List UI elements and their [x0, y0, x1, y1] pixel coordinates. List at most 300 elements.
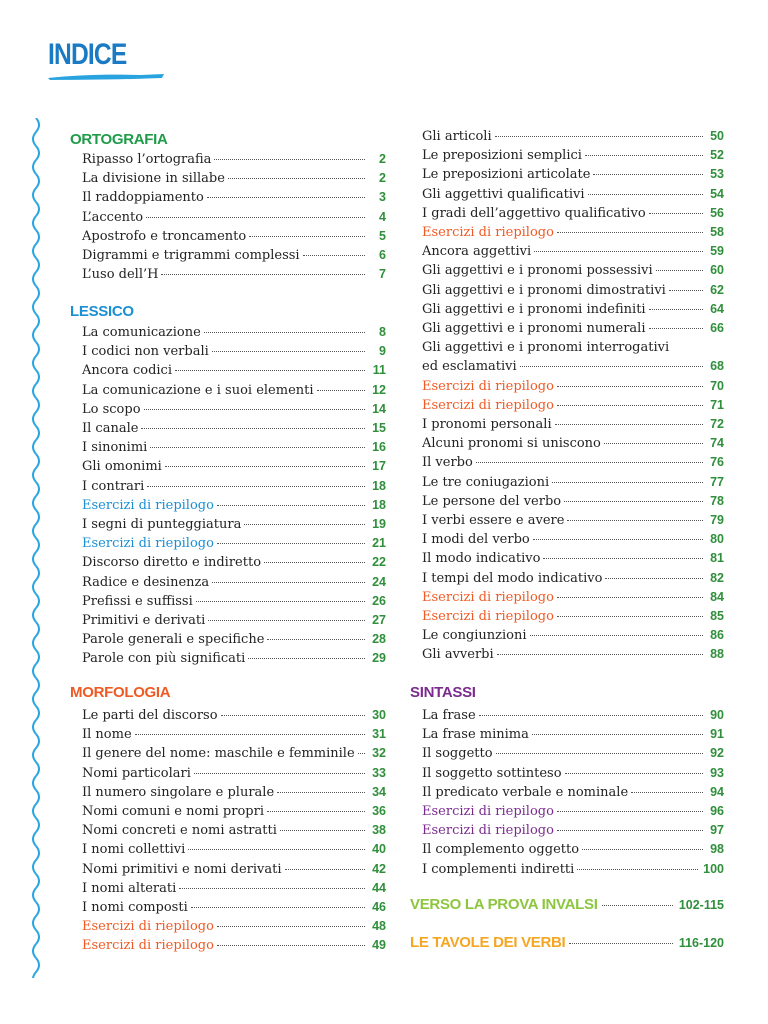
leader-dots	[208, 620, 365, 621]
entry-page-number: 16	[372, 440, 386, 455]
leader-dots	[631, 792, 703, 793]
entry-title: Parole generali e specifiche	[82, 632, 265, 648]
leader-dots	[557, 811, 703, 812]
entry-page-number: 26	[372, 593, 386, 608]
leader-dots	[204, 332, 365, 333]
entry-page-number: 60	[710, 263, 724, 278]
entry-page-number: 21	[372, 536, 386, 551]
entry-title: Ripasso l’ortografia	[82, 152, 212, 167]
entry-page-number: 11	[372, 363, 386, 378]
toc-entry[interactable]	[82, 725, 386, 744]
entry-page-number: 14	[372, 401, 386, 416]
tavole-title: LE TAVOLE DEI VERBI	[410, 934, 566, 951]
toc-entry[interactable]	[82, 169, 386, 188]
entry-title: Gli aggettivi e i pronomi interrogativi	[422, 340, 670, 356]
entry-title: I sinonimi	[82, 440, 148, 456]
entry-title: Il numero singolare e plurale	[82, 784, 275, 800]
entry-page-number: 12	[372, 382, 386, 397]
leader-dots	[214, 159, 365, 160]
entry-page-number: 79	[710, 513, 724, 527]
leader-dots	[217, 543, 365, 544]
leader-dots	[476, 462, 703, 463]
toc-entry[interactable]	[82, 630, 386, 649]
toc-entry[interactable]	[422, 146, 724, 165]
toc-entry[interactable]	[422, 764, 724, 783]
entry-title: I verbi essere e avere	[422, 513, 565, 528]
toc-entry[interactable]	[422, 549, 724, 568]
leader-dots	[532, 734, 703, 735]
entry-page-number: 94	[710, 784, 724, 799]
entry-page-number: 9	[379, 344, 386, 359]
leader-dots	[188, 849, 365, 850]
toc-entry[interactable]	[82, 553, 386, 572]
entry-page-number: 18	[372, 497, 386, 512]
leader-dots	[179, 888, 365, 889]
leader-dots	[557, 616, 703, 617]
toc-entry[interactable]	[422, 511, 724, 530]
entry-page-number: 24	[372, 574, 386, 589]
toc-entry[interactable]	[422, 840, 724, 859]
leader-dots	[557, 830, 703, 831]
entry-page-number: 90	[710, 708, 724, 722]
section-title-sintassi: SINTASSI	[410, 684, 476, 701]
leader-dots	[588, 194, 703, 195]
toc-entry[interactable]	[82, 783, 386, 802]
entry-page-number: 18	[372, 478, 386, 493]
entry-title: Esercizi di riepilogo	[422, 804, 554, 819]
entry-title: Esercizi di riepilogo	[82, 938, 214, 954]
entry-title: La frase	[422, 708, 476, 723]
entry-title: Gli omonimi	[82, 459, 162, 475]
toc-entry[interactable]	[82, 515, 386, 534]
entry-page-number: 78	[710, 493, 724, 508]
entry-title: I pronomi personali	[422, 417, 552, 432]
entry-page-number: 84	[710, 589, 724, 604]
entry-title: L’uso dell’H	[82, 267, 159, 283]
entry-title: Radice e desinenza	[82, 574, 210, 590]
leader-dots	[277, 792, 365, 793]
toc-entry[interactable]	[82, 706, 386, 725]
title-underline	[46, 72, 166, 82]
entry-title: Le parti del discorso	[82, 708, 218, 723]
entry-page-number: 62	[710, 282, 724, 297]
entry-title: Discorso diretto e indiretto	[82, 555, 262, 571]
entry-title: Il soggetto	[422, 746, 493, 762]
leader-dots	[150, 447, 365, 448]
toc-entry[interactable]	[82, 227, 386, 246]
toc-entry[interactable]	[422, 821, 724, 840]
leader-dots	[557, 405, 703, 406]
toc-entry[interactable]	[82, 534, 386, 553]
entry-page-number: 30	[372, 708, 386, 722]
entry-page-number: 46	[372, 900, 386, 914]
entry-title: Il complemento oggetto	[422, 842, 580, 858]
toc-entry[interactable]	[82, 323, 386, 342]
entry-title: Esercizi di riepilogo	[82, 536, 214, 552]
leader-dots	[557, 232, 703, 233]
entry-page-number: 4	[379, 209, 386, 224]
entry-page-number: 58	[710, 225, 724, 239]
entry-page-number: 44	[372, 880, 386, 895]
entry-title: La comunicazione	[82, 325, 201, 340]
toc-entry[interactable]	[422, 530, 724, 549]
leader-dots	[567, 520, 703, 521]
entry-page-number: 17	[372, 459, 386, 474]
leader-dots	[175, 370, 365, 371]
toc-entry[interactable]	[422, 473, 724, 492]
leader-dots	[569, 943, 672, 944]
leader-dots	[135, 734, 365, 735]
leader-dots	[217, 926, 365, 927]
toc-entry[interactable]	[422, 492, 724, 511]
entry-page-number: 80	[710, 532, 724, 547]
invalsi-title: VERSO LA PROVA INVALSI	[410, 896, 598, 913]
entry-title: Gli aggettivi qualificativi	[422, 186, 585, 202]
leader-dots	[669, 290, 703, 291]
toc-entry[interactable]	[82, 611, 386, 630]
entry-page-number: 8	[379, 325, 386, 339]
leader-dots	[557, 386, 703, 387]
invalsi-entry[interactable]	[410, 896, 724, 918]
toc-entry[interactable]	[82, 802, 386, 821]
leader-dots	[656, 270, 703, 271]
toc-entry[interactable]	[82, 898, 386, 917]
leader-dots	[565, 773, 703, 774]
leader-dots	[534, 251, 703, 252]
entry-title: La comunicazione e i suoi elementi	[82, 382, 314, 398]
leader-dots	[212, 582, 365, 583]
entry-title: La divisione in sillabe	[82, 171, 225, 187]
entry-title: Il verbo	[422, 455, 473, 471]
invalsi-page: 102-115	[678, 898, 724, 912]
leader-dots	[358, 753, 365, 754]
toc-entry[interactable]	[82, 821, 386, 840]
entry-title: Lo scopo	[82, 401, 141, 417]
entry-title: I gradi dell’aggettivo qualificativo	[422, 205, 646, 221]
entry-page-number: 92	[710, 746, 724, 761]
toc-entry[interactable]	[422, 319, 724, 338]
entry-title: Gli aggettivi e i pronomi dimostrativi	[422, 282, 666, 298]
leader-dots	[557, 597, 703, 598]
toc-entry[interactable]	[82, 419, 386, 438]
leader-dots	[248, 658, 365, 659]
leader-dots	[497, 654, 703, 655]
leader-dots	[605, 578, 703, 579]
entry-page-number: 5	[379, 228, 386, 243]
toc-entry[interactable]	[422, 725, 724, 744]
toc-entry[interactable]	[422, 626, 724, 645]
entry-page-number: 38	[372, 823, 386, 838]
tavole-entry[interactable]	[410, 934, 724, 956]
leader-dots	[191, 907, 365, 908]
entry-title: Primitivi e derivati	[82, 613, 206, 628]
entry-title: La frase minima	[422, 727, 529, 743]
entry-page-number: 15	[372, 421, 386, 435]
entry-title: Esercizi di riepilogo	[82, 497, 214, 513]
leader-dots	[217, 945, 365, 946]
entry-page-number: 56	[710, 205, 724, 220]
page-title: INDICE	[48, 38, 127, 71]
entry-title: Il predicato verbale e nominale	[422, 784, 629, 800]
entry-page-number: 70	[710, 378, 724, 393]
toc-entry[interactable]	[82, 879, 386, 898]
leader-dots	[585, 155, 703, 156]
toc-entry[interactable]	[422, 223, 724, 242]
entry-title: Le preposizioni articolate	[422, 167, 591, 183]
leader-dots	[264, 562, 365, 563]
entry-page-number: 52	[710, 148, 724, 163]
leader-dots	[161, 274, 365, 275]
toc-entry[interactable]	[82, 265, 386, 284]
entry-title: Gli avverbi	[422, 647, 494, 663]
entry-title: Alcuni pronomi si uniscono	[422, 436, 601, 452]
leader-dots	[649, 309, 703, 310]
toc-entry[interactable]	[422, 242, 724, 261]
entry-title: I tempi del modo indicativo	[422, 570, 603, 586]
toc-entry[interactable]	[422, 165, 724, 184]
leader-dots	[207, 197, 365, 198]
leader-dots	[267, 811, 365, 812]
entry-page-number: 77	[710, 474, 724, 489]
entry-page-number: 2	[379, 152, 386, 166]
leader-dots	[530, 635, 703, 636]
toc-entry[interactable]	[422, 706, 724, 725]
leader-dots	[303, 255, 365, 256]
toc-entry[interactable]	[82, 477, 386, 496]
entry-title: Nomi concreti e nomi astratti	[82, 823, 277, 839]
entry-title: Il raddoppiamento	[82, 190, 204, 206]
toc-entry[interactable]	[422, 377, 724, 396]
toc-entry[interactable]	[422, 453, 724, 472]
entry-title: L’accento	[82, 209, 144, 225]
entry-page-number: 42	[372, 861, 386, 876]
toc-entry[interactable]	[422, 860, 724, 879]
toc-entry[interactable]	[422, 204, 724, 223]
leader-dots	[221, 715, 365, 716]
section-title-lessico: LESSICO	[70, 303, 134, 320]
leader-dots	[649, 328, 703, 329]
entry-page-number: 72	[710, 417, 724, 431]
toc-entry[interactable]	[422, 434, 724, 453]
entry-page-number: 33	[372, 765, 386, 780]
entry-title: Le congiunzioni	[422, 628, 527, 644]
entry-page-number: 76	[710, 455, 724, 470]
toc-entry[interactable]	[82, 188, 386, 207]
entry-title: I codici non verbali	[82, 344, 209, 360]
entry-title: Il soggetto sottinteso	[422, 765, 562, 781]
entry-page-number: 36	[372, 804, 386, 818]
leader-dots	[249, 236, 365, 237]
entry-title: I modi del verbo	[422, 532, 530, 548]
toc-entry[interactable]	[82, 592, 386, 611]
toc-entry[interactable]	[422, 645, 724, 664]
leader-dots	[146, 217, 365, 218]
toc-entry[interactable]	[422, 281, 724, 300]
entry-title: Le tre coniugazioni	[422, 474, 550, 490]
entry-title: I nomi alterati	[82, 880, 177, 896]
toc-entry[interactable]	[82, 361, 386, 380]
entry-page-number: 28	[372, 632, 386, 647]
toc-entry[interactable]	[82, 840, 386, 859]
toc-entry[interactable]	[422, 607, 724, 626]
entry-page-number: 68	[710, 359, 724, 374]
toc-entry[interactable]	[422, 783, 724, 802]
toc-entry[interactable]	[82, 342, 386, 361]
toc-entry[interactable]	[422, 300, 724, 319]
entry-title: Esercizi di riepilogo	[82, 919, 214, 935]
toc-entry[interactable]	[422, 127, 724, 146]
entry-page-number: 48	[372, 919, 386, 934]
entry-title: Le persone del verbo	[422, 493, 562, 509]
toc-entry[interactable]	[82, 649, 386, 668]
toc-entry[interactable]	[82, 573, 386, 592]
leader-dots	[147, 486, 365, 487]
tavole-page: 116-120	[678, 936, 724, 950]
toc-entry[interactable]	[82, 936, 386, 955]
leader-dots	[141, 428, 365, 429]
leader-dots	[533, 539, 703, 540]
entry-page-number: 49	[372, 938, 386, 953]
toc-entry[interactable]	[82, 400, 386, 419]
entry-title: Il canale	[82, 421, 139, 436]
entry-title: Esercizi di riepilogo	[422, 378, 554, 394]
decorative-squiggle-border	[28, 118, 44, 978]
toc-entry[interactable]	[82, 496, 386, 515]
entry-page-number: 96	[710, 804, 724, 818]
section-title-morfologia: MORFOLOGIA	[70, 684, 171, 701]
entry-title: I nomi collettivi	[82, 842, 186, 858]
toc-entry[interactable]	[82, 744, 386, 763]
toc-entry[interactable]	[422, 396, 724, 415]
entry-page-number: 74	[710, 436, 724, 451]
toc-entry[interactable]	[82, 381, 386, 400]
entry-title: ed esclamativi	[422, 359, 517, 375]
entry-page-number: 91	[710, 727, 724, 742]
entry-title: Gli articoli	[422, 129, 492, 144]
entry-page-number: 88	[710, 647, 724, 662]
leader-dots	[228, 178, 365, 179]
leader-dots	[280, 830, 365, 831]
entry-page-number: 6	[379, 248, 386, 262]
leader-dots	[267, 639, 365, 640]
toc-entry[interactable]	[422, 588, 724, 607]
toc-entry[interactable]	[82, 246, 386, 265]
toc-entry[interactable]	[422, 185, 724, 204]
toc-entry[interactable]	[422, 802, 724, 821]
entry-title: Le preposizioni semplici	[422, 148, 582, 164]
leader-dots	[244, 524, 365, 525]
entry-title: Il modo indicativo	[422, 551, 541, 567]
entry-page-number: 53	[710, 167, 724, 182]
entry-title: Ancora aggettivi	[422, 244, 532, 260]
entry-page-number: 71	[710, 397, 724, 412]
leader-dots	[196, 601, 365, 602]
entry-page-number: 85	[710, 609, 724, 623]
entry-title: Esercizi di riepilogo	[422, 823, 554, 839]
leader-dots	[479, 715, 703, 716]
entry-title: Nomi comuni e nomi propri	[82, 804, 264, 819]
entry-title: I complementi indiretti	[422, 861, 575, 877]
entry-page-number: 3	[379, 190, 386, 205]
entry-page-number: 31	[372, 727, 386, 742]
toc-entry[interactable]	[422, 569, 724, 588]
entry-page-number: 19	[372, 517, 386, 531]
leader-dots	[212, 351, 365, 352]
entry-page-number: 32	[372, 746, 386, 761]
entry-page-number: 40	[372, 842, 386, 857]
entry-page-number: 64	[710, 301, 724, 316]
toc-entry[interactable]	[82, 150, 386, 169]
entry-page-number: 98	[710, 842, 724, 857]
entry-title: Il genere del nome: maschile e femminile	[82, 746, 355, 762]
leader-dots	[602, 905, 673, 906]
entry-title: Prefissi e suffissi	[82, 593, 193, 609]
leader-dots	[555, 424, 703, 425]
entry-page-number: 7	[379, 267, 386, 282]
toc-entry[interactable]	[82, 860, 386, 879]
leader-dots	[496, 753, 703, 754]
toc-entry[interactable]	[82, 438, 386, 457]
leader-dots	[649, 213, 703, 214]
entry-page-number: 100	[703, 861, 724, 876]
entry-page-number: 27	[372, 613, 386, 627]
entry-title: Digrammi e trigrammi complessi	[82, 248, 300, 263]
leader-dots	[582, 849, 703, 850]
entry-title: Apostrofo e troncamento	[82, 228, 247, 244]
leader-dots	[144, 409, 365, 410]
entry-title: Nomi particolari	[82, 765, 191, 781]
entry-title: Gli aggettivi e i pronomi possessivi	[422, 263, 653, 279]
toc-entry[interactable]	[422, 338, 724, 376]
leader-dots	[593, 174, 703, 175]
toc-entry[interactable]	[422, 415, 724, 434]
entry-title: Esercizi di riepilogo	[422, 609, 554, 624]
toc-entry[interactable]	[82, 917, 386, 936]
entry-page-number: 97	[710, 823, 724, 838]
entry-page-number: 81	[710, 551, 724, 566]
entry-page-number: 22	[372, 555, 386, 570]
entry-title: Parole con più significati	[82, 651, 246, 667]
entry-title: Ancora codici	[82, 363, 172, 379]
entry-page-number: 29	[372, 651, 386, 666]
toc-entry[interactable]	[82, 764, 386, 783]
entry-title: Gli aggettivi e i pronomi indefiniti	[422, 301, 646, 317]
entry-page-number: 59	[710, 244, 724, 259]
entry-title: Nomi primitivi e nomi derivati	[82, 861, 282, 877]
entry-title: I segni di punteggiatura	[82, 517, 242, 532]
leader-dots	[604, 443, 703, 444]
leader-dots	[543, 558, 703, 559]
toc-entry[interactable]	[82, 457, 386, 476]
entry-page-number: 2	[379, 171, 386, 186]
leader-dots	[564, 501, 703, 502]
toc-entry[interactable]	[82, 208, 386, 227]
entry-title: I nomi composti	[82, 900, 188, 915]
toc-entry[interactable]	[422, 261, 724, 280]
entry-title: Esercizi di riepilogo	[422, 225, 554, 240]
entry-title: Esercizi di riepilogo	[422, 589, 554, 605]
leader-dots	[217, 505, 365, 506]
leader-dots	[285, 869, 365, 870]
entry-page-number: 86	[710, 628, 724, 643]
leader-dots	[552, 482, 703, 483]
leader-dots	[165, 466, 365, 467]
toc-entry[interactable]	[422, 744, 724, 763]
entry-page-number: 93	[710, 765, 724, 780]
entry-title: Gli aggettivi e i pronomi numerali	[422, 321, 646, 336]
entry-page-number: 34	[372, 784, 386, 799]
entry-page-number: 50	[710, 129, 724, 143]
